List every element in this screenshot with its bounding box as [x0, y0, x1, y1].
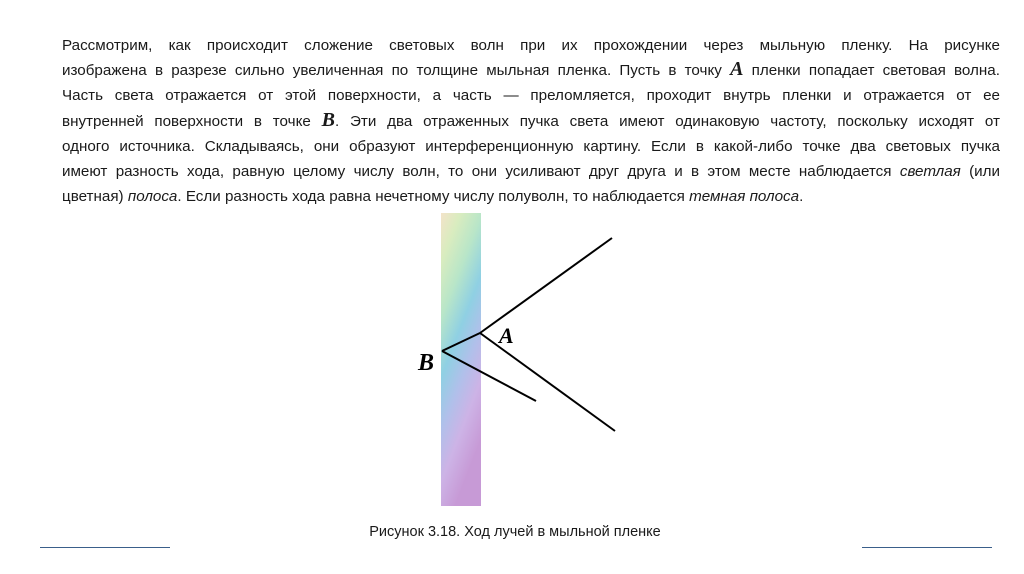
- text-line-2: [62, 58, 1000, 83]
- text-line-4: [62, 109, 1000, 134]
- point-b-inline: B: [321, 108, 335, 131]
- text-segment: одного источника. Складываясь, они образуют интерференционную картину. Если в какой-либо точке два световых пучка: [62, 137, 1000, 155]
- text-segment: . Если разность хода равна нечетному числу полуволн, то наблюдается: [177, 188, 685, 206]
- italic-term-band: полоса: [127, 188, 178, 206]
- text-segment: изображена в разрезе сильно увеличенная по толщине мыльная пленка. Пусть в точку: [62, 62, 722, 80]
- text-segment: . Эти два отраженных пучка света имеют одинаковую частоту, поскольку исходят от: [334, 112, 1000, 130]
- footer-divider-left: [40, 547, 170, 548]
- italic-term-dark: темная полоса: [689, 188, 800, 206]
- text-segment: Рассмотрим, как происходит сложение световых волн при их прохождении через мыльную пленку. На рисунке: [62, 37, 1000, 54]
- figure-caption: Рисунок 3.18. Ход лучей в мыльной пленке: [369, 524, 661, 540]
- text-line-3: [62, 83, 1000, 108]
- text-segment: внутренней поверхности в точке: [62, 112, 311, 130]
- text-segment: (или: [969, 163, 1000, 181]
- soap-film: [441, 213, 481, 506]
- soap-film-diagram: [380, 205, 680, 515]
- text-line-6: [62, 159, 1000, 184]
- point-a-label: A: [499, 323, 514, 348]
- italic-term-light: светлая: [899, 163, 961, 181]
- body-paragraph: [62, 33, 1000, 209]
- text-line-1: [62, 33, 1000, 58]
- point-b-label: B: [418, 350, 435, 376]
- text-segment: .: [799, 188, 804, 206]
- text-segment: Часть света отражается от этой поверхности, а часть — преломляется, проходит внутрь пленки и отражается от ее: [62, 87, 1000, 105]
- point-a-inline: A: [730, 58, 744, 81]
- text-line-5: [62, 134, 1000, 159]
- text-segment: цветная): [62, 188, 124, 206]
- text-segment: пленки попадает световая волна.: [751, 62, 1000, 80]
- footer-divider-right: [862, 547, 992, 548]
- incident-ray: [480, 238, 612, 333]
- text-segment: имеют разность хода, равную целому числу волн, то они усиливают друг друга и в этом месте наблюдается: [62, 163, 892, 181]
